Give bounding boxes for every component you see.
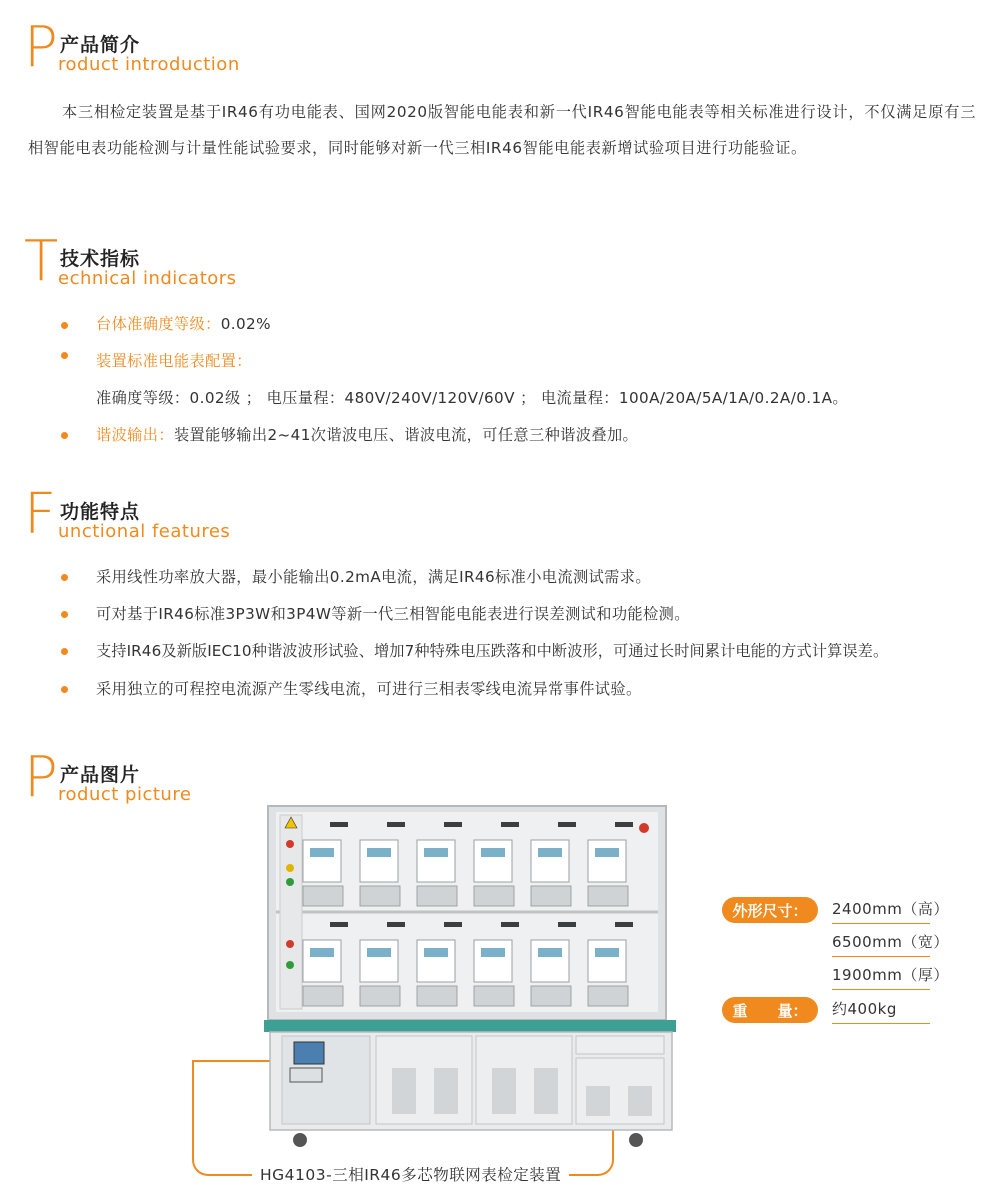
section-title-zh: 产品简介 [60, 34, 141, 56]
tech-item-label: 装置标准电能表配置： [96, 352, 252, 370]
section-letter: P [24, 15, 58, 80]
tech-item-meter-detail: 准确度等级：0.02级 ； 电压量程：480V/240V/120V/60V ； 电流量程：100A/20A/5A/1A/0.2A/0.1A。 [96, 389, 848, 407]
spec-value-depth: 1900mm（厚） [832, 964, 930, 990]
section-title-en: echnical indicators [58, 268, 237, 289]
section-title-zh: 功能特点 [60, 501, 141, 523]
feature-item: 采用线性功率放大器，最小能输出0.2mA电流，满足IR46标准小电流测试需求。 [96, 568, 651, 586]
feature-item: 支持IR46及新版IEC10种谐波波形试验、增加7种特殊电压跌落和中断波形，可通过长时间累计电能的方式计算误差。 [96, 642, 889, 660]
section-letter: F [24, 482, 57, 547]
section-letter: P [24, 745, 58, 810]
section-title-en: unctional features [58, 521, 231, 542]
product-caption: HG4103-三相IR46多芯物联网表检定装置 [252, 1163, 569, 1185]
intro-paragraph: 本三相检定装置是基于IR46有功电能表、国网2020版智能电能表和新一代IR46智能电能表等相关标准进行设计，不仅满足原有三相智能电表功能检测与计量性能试验要求，同时能够对新一代三相IR46智能电能表新增试验项目进行功能验证。 [28, 103, 976, 157]
spec-value-weight: 约400kg [832, 998, 930, 1024]
tech-item-label: 台体准确度等级： [96, 315, 221, 333]
feature-item: 采用独立的可程控电流源产生零线电流，可进行三相表零线电流异常事件试验。 [96, 680, 642, 698]
tech-item-label: 谐波输出： [96, 426, 174, 444]
spec-label-weight: 重 量： [722, 997, 818, 1023]
section-title-zh: 产品图片 [60, 764, 141, 786]
tech-item-value: 装置能够输出2~41次谐波电压、谐波电流，可任意三种谐波叠加。 [173, 426, 639, 444]
section-title-en: roduct introduction [58, 54, 240, 75]
section-title-zh: 技术指标 [60, 248, 141, 270]
feature-item: 可对基于IR46标准3P3W和3P4W等新一代三相智能电能表进行误差测试和功能检测。 [96, 605, 690, 623]
tech-item-value: 0.02% [220, 315, 271, 333]
spec-value-height: 2400mm（高） [832, 898, 930, 924]
section-title-en: roduct picture [58, 784, 192, 805]
spec-label-size: 外形尺寸： [722, 897, 818, 923]
section-letter: T [24, 229, 59, 294]
spec-value-width: 6500mm（宽） [832, 931, 930, 957]
